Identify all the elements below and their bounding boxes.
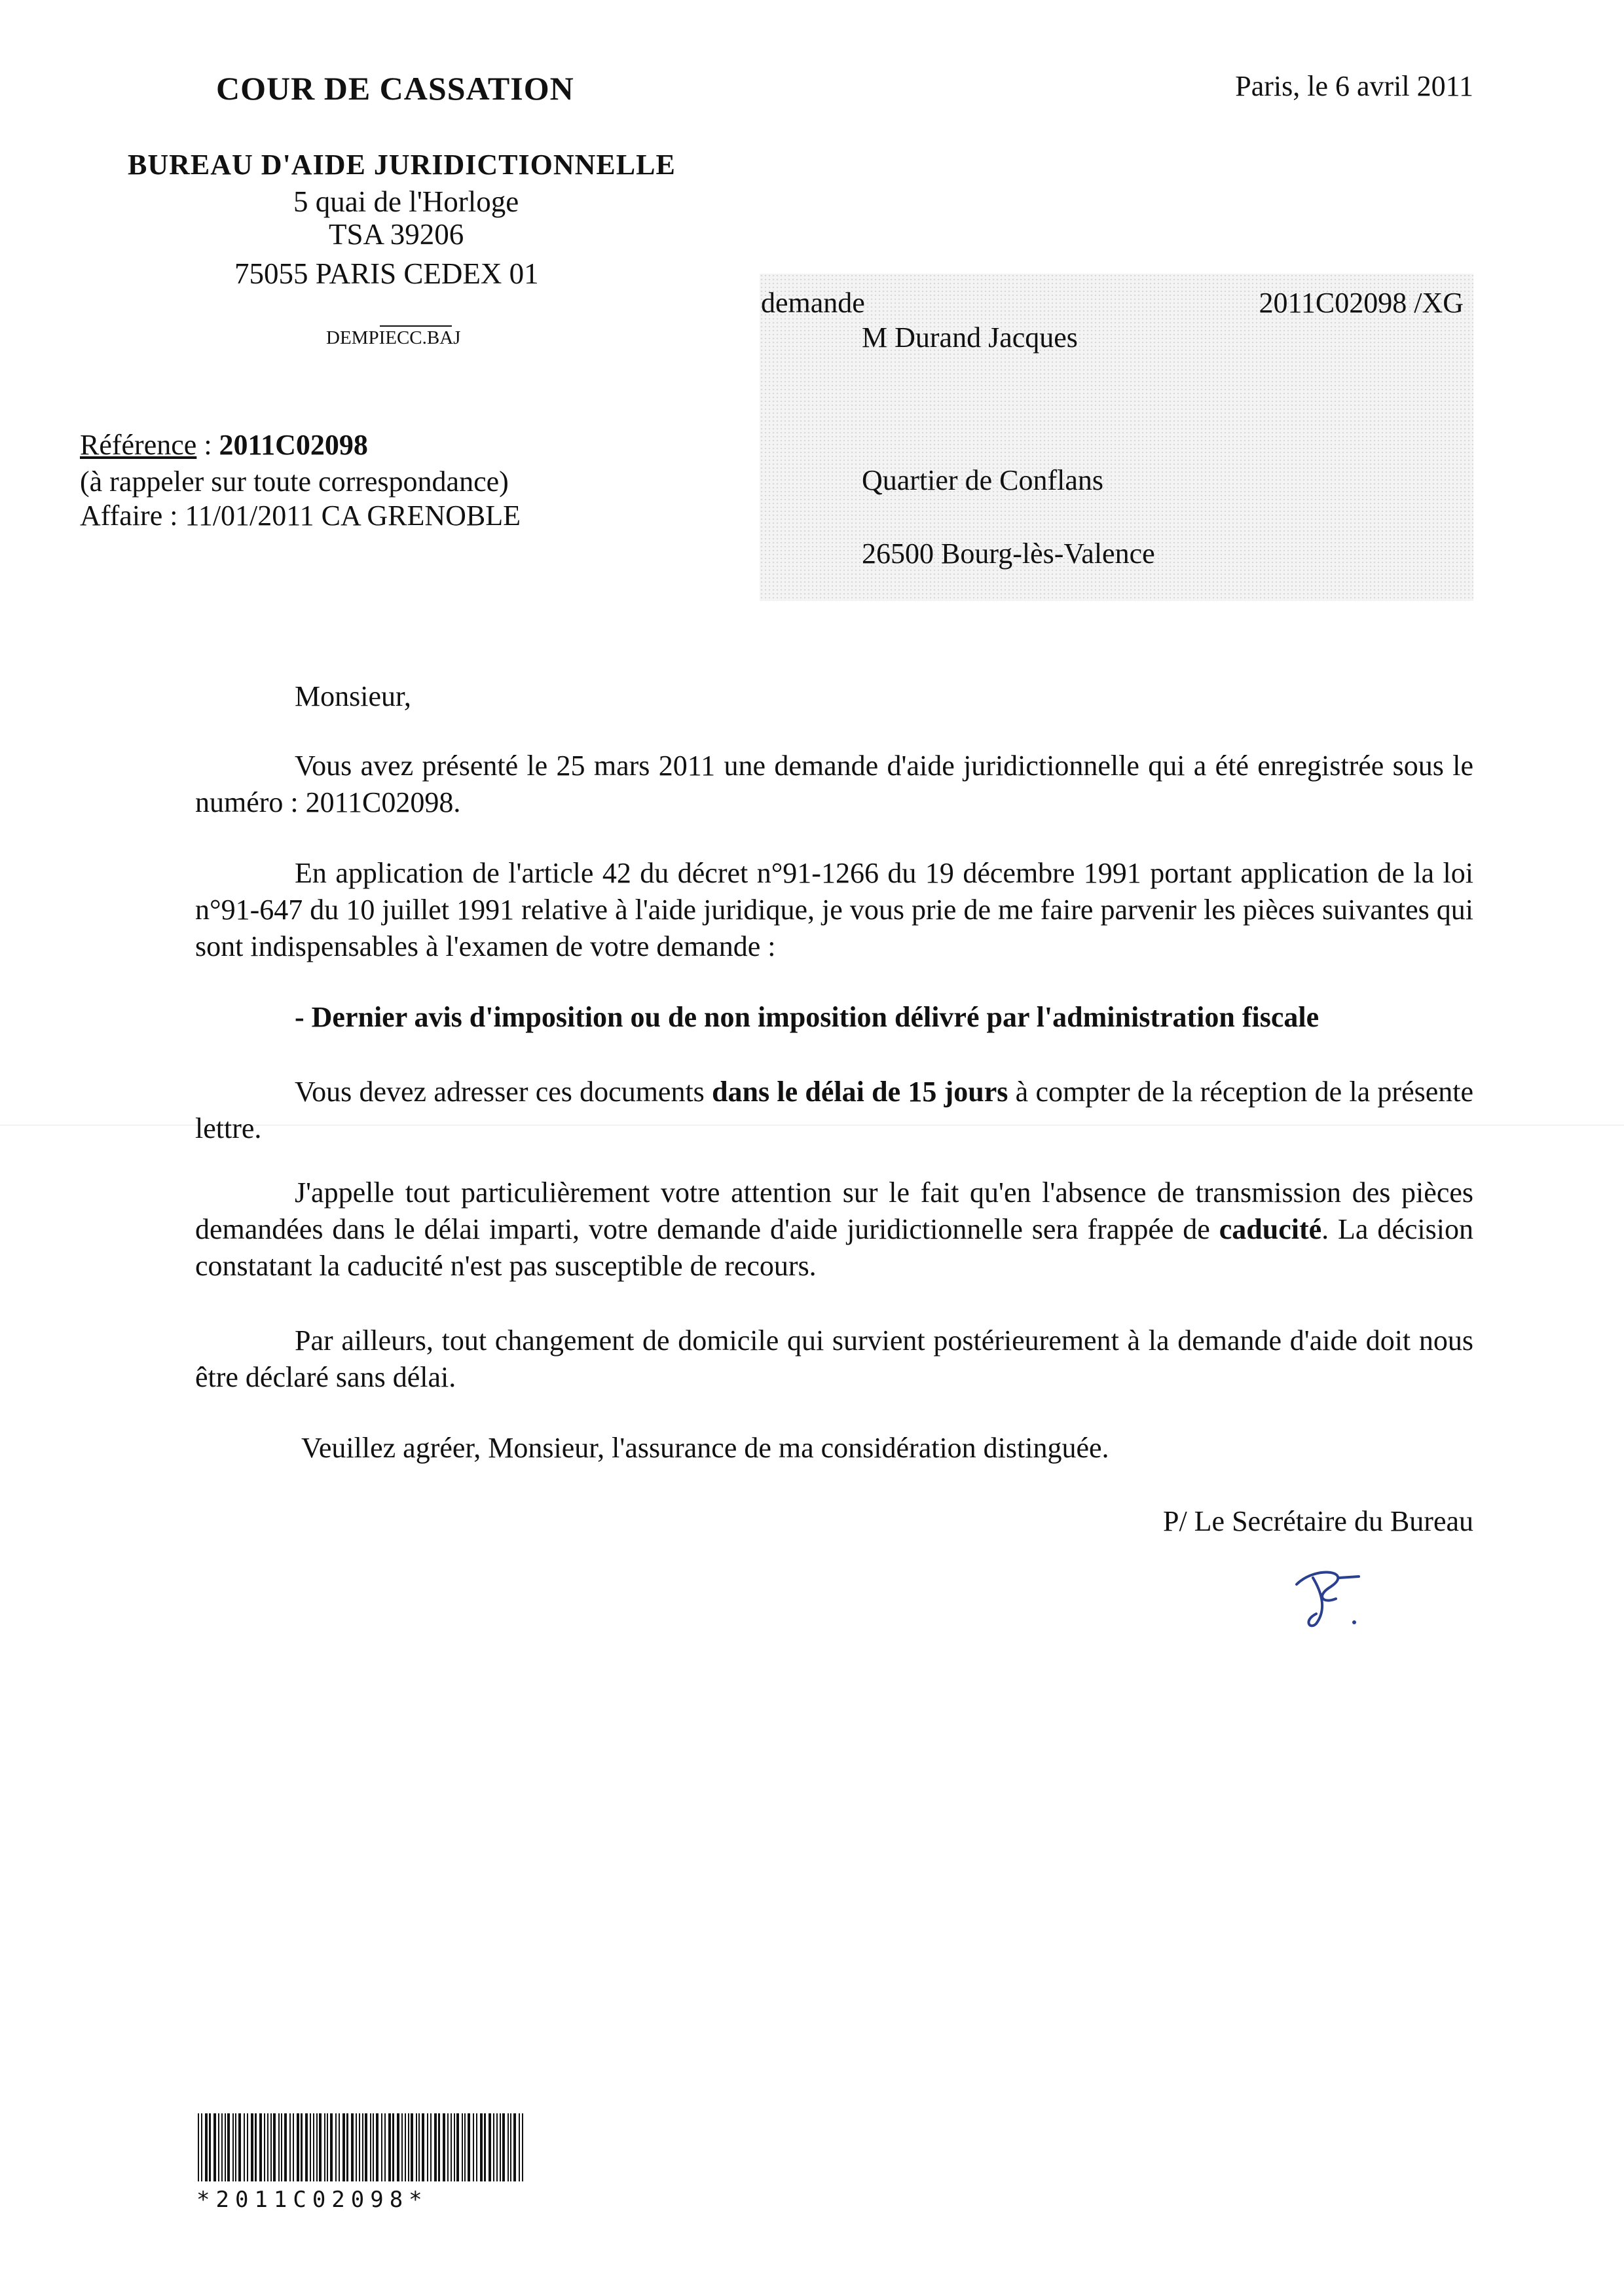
reference-note: (à rappeler sur toute correspondance) xyxy=(80,465,509,498)
barcode-bar xyxy=(232,2113,234,2181)
barcode-bar xyxy=(422,2113,424,2181)
barcode-bar xyxy=(507,2113,509,2181)
barcode-bar xyxy=(408,2113,409,2181)
barcode-bar xyxy=(464,2113,466,2181)
barcode-bar xyxy=(476,2113,477,2181)
barcode-bar xyxy=(510,2113,511,2181)
barcode-bar xyxy=(418,2113,420,2181)
paragraph-3 xyxy=(195,1074,1473,1147)
barcode-bar xyxy=(384,2113,386,2181)
barcode-bar xyxy=(342,2113,345,2181)
barcode-bar xyxy=(473,2113,474,2181)
barcode-bar xyxy=(376,2113,378,2181)
barcode-bar xyxy=(513,2113,516,2181)
barcode-bar xyxy=(284,2113,287,2181)
bureau-name: BUREAU D'AIDE JURIDICTIONNELLE xyxy=(128,149,676,181)
reference-label: Référence xyxy=(80,429,197,461)
court-name: COUR DE CASSATION xyxy=(216,70,574,107)
barcode-bar xyxy=(388,2113,391,2181)
barcode-bar xyxy=(496,2113,498,2181)
recipient-city: 26500 Bourg-lès-Valence xyxy=(862,538,1155,570)
barcode-bar xyxy=(305,2113,308,2181)
address-line-1: 5 quai de l'Horloge xyxy=(293,185,519,218)
signer-title: P/ Le Secrétaire du Bureau xyxy=(1162,1505,1473,1537)
barcode-bar xyxy=(209,2113,211,2181)
file-code-overline xyxy=(380,325,452,327)
barcode-bar xyxy=(313,2113,314,2181)
reference-number: 2011C02098 xyxy=(219,429,368,461)
barcode-bar xyxy=(235,2113,236,2181)
barcode-bar xyxy=(454,2113,455,2181)
barcode-bar xyxy=(381,2113,382,2181)
paragraph-4 xyxy=(195,1175,1473,1285)
barcode-bar xyxy=(270,2113,272,2181)
recipient-name: M Durand Jacques xyxy=(862,321,1078,354)
barcode-text: *2011C02098* xyxy=(196,2187,428,2213)
paragraph-4-part-1: J'appelle tout particulièrement votre attention sur le fait qu'en l'absence de transmission des pièces demandées dans le délai imparti, votre demande d'aide juridictionnelle sera frappée de xyxy=(195,1176,1473,1245)
barcode-bar xyxy=(493,2113,494,2181)
barcode-bar xyxy=(522,2113,523,2181)
deadline-text: dans le délai de 15 jours xyxy=(712,1076,1008,1108)
paragraph-4-part-3: . La décision constatant la caducité n'est pas susceptible de recours. xyxy=(195,1213,1473,1282)
paragraph-3-part-3: à compter de la réception de la présente lettre. xyxy=(195,1076,1474,1144)
barcode xyxy=(198,2113,528,2181)
barcode-bar xyxy=(330,2113,333,2181)
barcode-bar xyxy=(484,2113,486,2181)
barcode-bar xyxy=(281,2113,282,2181)
barcode-bar xyxy=(401,2113,403,2181)
barcode-bar xyxy=(221,2113,223,2181)
barcode-bar xyxy=(213,2113,216,2181)
barcode-bar xyxy=(301,2113,303,2181)
paragraph-5-text: Par ailleurs, tout changement de domicile qui survient postérieurement à la demande d'aide doit nous être déclaré sans délai. xyxy=(195,1324,1473,1393)
barcode-bar xyxy=(238,2113,241,2181)
barcode-bar xyxy=(273,2113,276,2181)
request-type: demande xyxy=(761,287,865,319)
barcode-bar xyxy=(434,2113,437,2181)
barcode-bar xyxy=(293,2113,294,2181)
barcode-bar xyxy=(447,2113,449,2181)
barcode-bar xyxy=(278,2113,280,2181)
barcode-bar xyxy=(225,2113,226,2181)
barcode-bar xyxy=(289,2113,291,2181)
barcode-bar xyxy=(411,2113,413,2181)
reference-line xyxy=(80,428,368,462)
salutation: Monsieur, xyxy=(295,680,411,712)
affaire-line: Affaire : 11/01/2011 CA GRENOBLE xyxy=(80,500,521,532)
barcode-bar xyxy=(373,2113,374,2181)
barcode-bar xyxy=(430,2113,432,2181)
barcode-bar xyxy=(244,2113,245,2181)
barcode-bar xyxy=(335,2113,337,2181)
barcode-bar xyxy=(319,2113,322,2181)
barcode-bar xyxy=(416,2113,417,2181)
barcode-bar xyxy=(227,2113,230,2181)
barcode-bar xyxy=(297,2113,299,2181)
barcode-bar xyxy=(351,2113,354,2181)
barcode-bar xyxy=(356,2113,357,2181)
barcode-bar xyxy=(405,2113,406,2181)
barcode-bar xyxy=(255,2113,257,2181)
address-line-3: 75055 PARIS CEDEX 01 xyxy=(234,257,539,290)
dossier-number: 2011C02098 /XG xyxy=(1259,287,1464,319)
barcode-bar xyxy=(327,2113,328,2181)
barcode-bar xyxy=(324,2113,325,2181)
barcode-bar xyxy=(456,2113,459,2181)
barcode-bar xyxy=(468,2113,470,2181)
paragraph-1-text: Vous avez présenté le 25 mars 2011 une demande d'aide juridictionnelle qui a été enregistrée sous le numéro : 2011C02098. xyxy=(195,750,1473,818)
barcode-bar xyxy=(316,2113,318,2181)
barcode-bar xyxy=(359,2113,360,2181)
barcode-bar xyxy=(259,2113,262,2181)
barcode-bar xyxy=(370,2113,371,2181)
caducite-text: caducité xyxy=(1219,1213,1322,1245)
recipient-street: Quartier de Conflans xyxy=(862,464,1103,496)
barcode-bar xyxy=(462,2113,463,2181)
barcode-bar xyxy=(438,2113,440,2181)
barcode-bar xyxy=(205,2113,208,2181)
barcode-bar xyxy=(310,2113,311,2181)
reference-separator: : xyxy=(196,429,219,461)
barcode-bar xyxy=(247,2113,248,2181)
barcode-bar xyxy=(198,2113,199,2181)
barcode-bar xyxy=(201,2113,202,2181)
barcode-bar xyxy=(397,2113,399,2181)
paragraph-5 xyxy=(195,1322,1473,1396)
barcode-bar xyxy=(443,2113,445,2181)
letter-date: Paris, le 6 avril 2011 xyxy=(1235,70,1473,102)
paragraph-2 xyxy=(195,855,1473,965)
barcode-bar xyxy=(346,2113,348,2181)
barcode-bar xyxy=(519,2113,520,2181)
barcode-bar xyxy=(251,2113,253,2181)
barcode-bar xyxy=(500,2113,501,2181)
barcode-bar xyxy=(451,2113,452,2181)
barcode-bar xyxy=(339,2113,340,2181)
required-document-item: - Dernier avis d'imposition ou de non imposition délivré par l'administration fiscale xyxy=(295,1001,1320,1033)
file-code: DEMPIECC.BAJ xyxy=(326,327,461,348)
barcode-bar xyxy=(365,2113,367,2181)
barcode-bar xyxy=(502,2113,505,2181)
barcode-bar xyxy=(489,2113,491,2181)
barcode-bar xyxy=(392,2113,394,2181)
handwritten-signature xyxy=(1277,1558,1382,1637)
barcode-bar xyxy=(362,2113,363,2181)
barcode-bar xyxy=(480,2113,483,2181)
address-line-2: TSA 39206 xyxy=(329,218,464,251)
barcode-bar xyxy=(264,2113,265,2181)
barcode-bar xyxy=(218,2113,219,2181)
paragraph-3-part-1: Vous devez adresser ces documents xyxy=(295,1076,712,1108)
paragraph-2-text: En application de l'article 42 du décret n°91-1266 du 19 décembre 1991 portant application de la loi n°91-647 du 10 juillet 1991 relative à l'aide juridique, je vous prie de me faire parvenir les pièces suivantes qui sont indispensables à l'examen de votre demande : xyxy=(195,857,1473,962)
closing-formula: Veuillez agréer, Monsieur, l'assurance de ma considération distinguée. xyxy=(301,1432,1109,1464)
barcode-bar xyxy=(267,2113,268,2181)
barcode-bar xyxy=(427,2113,428,2181)
paragraph-1 xyxy=(195,748,1473,821)
